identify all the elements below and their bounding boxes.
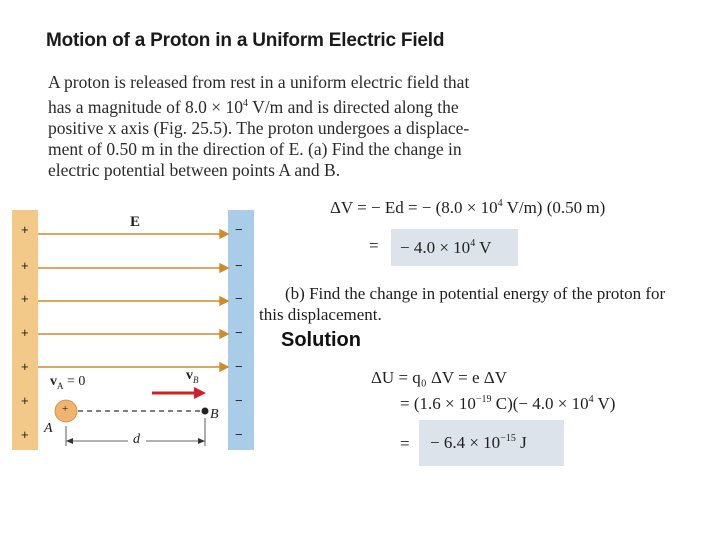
problem-line: has a magnitude of $8.0 \times 10^4$ V/m and is directed along the xyxy=(48,97,459,117)
dimension-arrowhead-icon xyxy=(66,438,73,444)
problem-line: positive x axis (Fig. 25.5). The proton undergoes a displace- xyxy=(48,118,470,138)
part-a-equation: ΔV = − Ed = − ($8.0 \times 10^4$ V/m) (0.50 m) xyxy=(330,198,606,217)
solution-heading: Solution xyxy=(281,329,361,351)
distance-label: d xyxy=(133,432,140,447)
arrowhead-icon xyxy=(220,297,228,305)
solution-answer-box: − $6.4 \times 10^{-15}$ J xyxy=(419,420,564,466)
part-a-equals: = xyxy=(369,236,379,255)
arrowhead-icon xyxy=(220,363,228,371)
page-title: Motion of a Proton in a Uniform Electric Field xyxy=(46,30,445,51)
plus-sign: + xyxy=(21,359,29,374)
minus-sign: − xyxy=(235,222,243,237)
point-a-label: A xyxy=(44,421,53,436)
minus-sign: − xyxy=(235,427,243,442)
arrowhead-icon xyxy=(220,230,228,238)
minus-sign: − xyxy=(235,325,243,340)
minus-sign: − xyxy=(235,393,243,408)
part-b-question: this displacement. xyxy=(259,305,382,324)
plus-sign: + xyxy=(21,258,29,273)
velocity-arrowhead-icon xyxy=(194,387,206,399)
arrowhead-icon xyxy=(220,264,228,272)
plus-sign: + xyxy=(21,222,29,237)
velocity-a-label: $v_A = 0$ xyxy=(50,374,86,391)
part-b-question: (b) Find the change in potential energy of the proton for xyxy=(285,284,666,303)
plus-sign: + xyxy=(21,427,29,442)
plus-sign: + xyxy=(21,325,29,340)
plus-sign: + xyxy=(21,291,29,306)
minus-sign: − xyxy=(235,359,243,374)
solution-equals: = xyxy=(400,434,410,453)
part-a-answer-box: − $4.0 \times 10^4$ V xyxy=(391,229,518,266)
velocity-b-label: $v_B$ xyxy=(186,368,199,385)
proton-sign: + xyxy=(62,403,69,415)
problem-line: electric potential between points A and B. xyxy=(48,160,341,180)
solution-equation: = ($1.6 \times 10^{-19}$ $C)(- 4.0 \times 10^4$ V) xyxy=(400,394,616,413)
solution-equation: ΔU = q₀ ΔV = e ΔV xyxy=(371,368,507,387)
plus-sign: + xyxy=(21,393,29,408)
dimension-arrowhead-icon xyxy=(198,438,205,444)
problem-line: A proton is released from rest in a uniform electric field that xyxy=(48,72,470,92)
minus-sign: − xyxy=(235,291,243,306)
point-b-label: B xyxy=(210,407,219,422)
point-b-dot xyxy=(202,408,209,415)
arrowhead-icon xyxy=(220,330,228,338)
field-label: E xyxy=(130,214,141,230)
problem-line: ment of 0.50 m in the direction of E. (a) Find the change in xyxy=(48,139,462,159)
minus-sign: − xyxy=(235,258,243,273)
